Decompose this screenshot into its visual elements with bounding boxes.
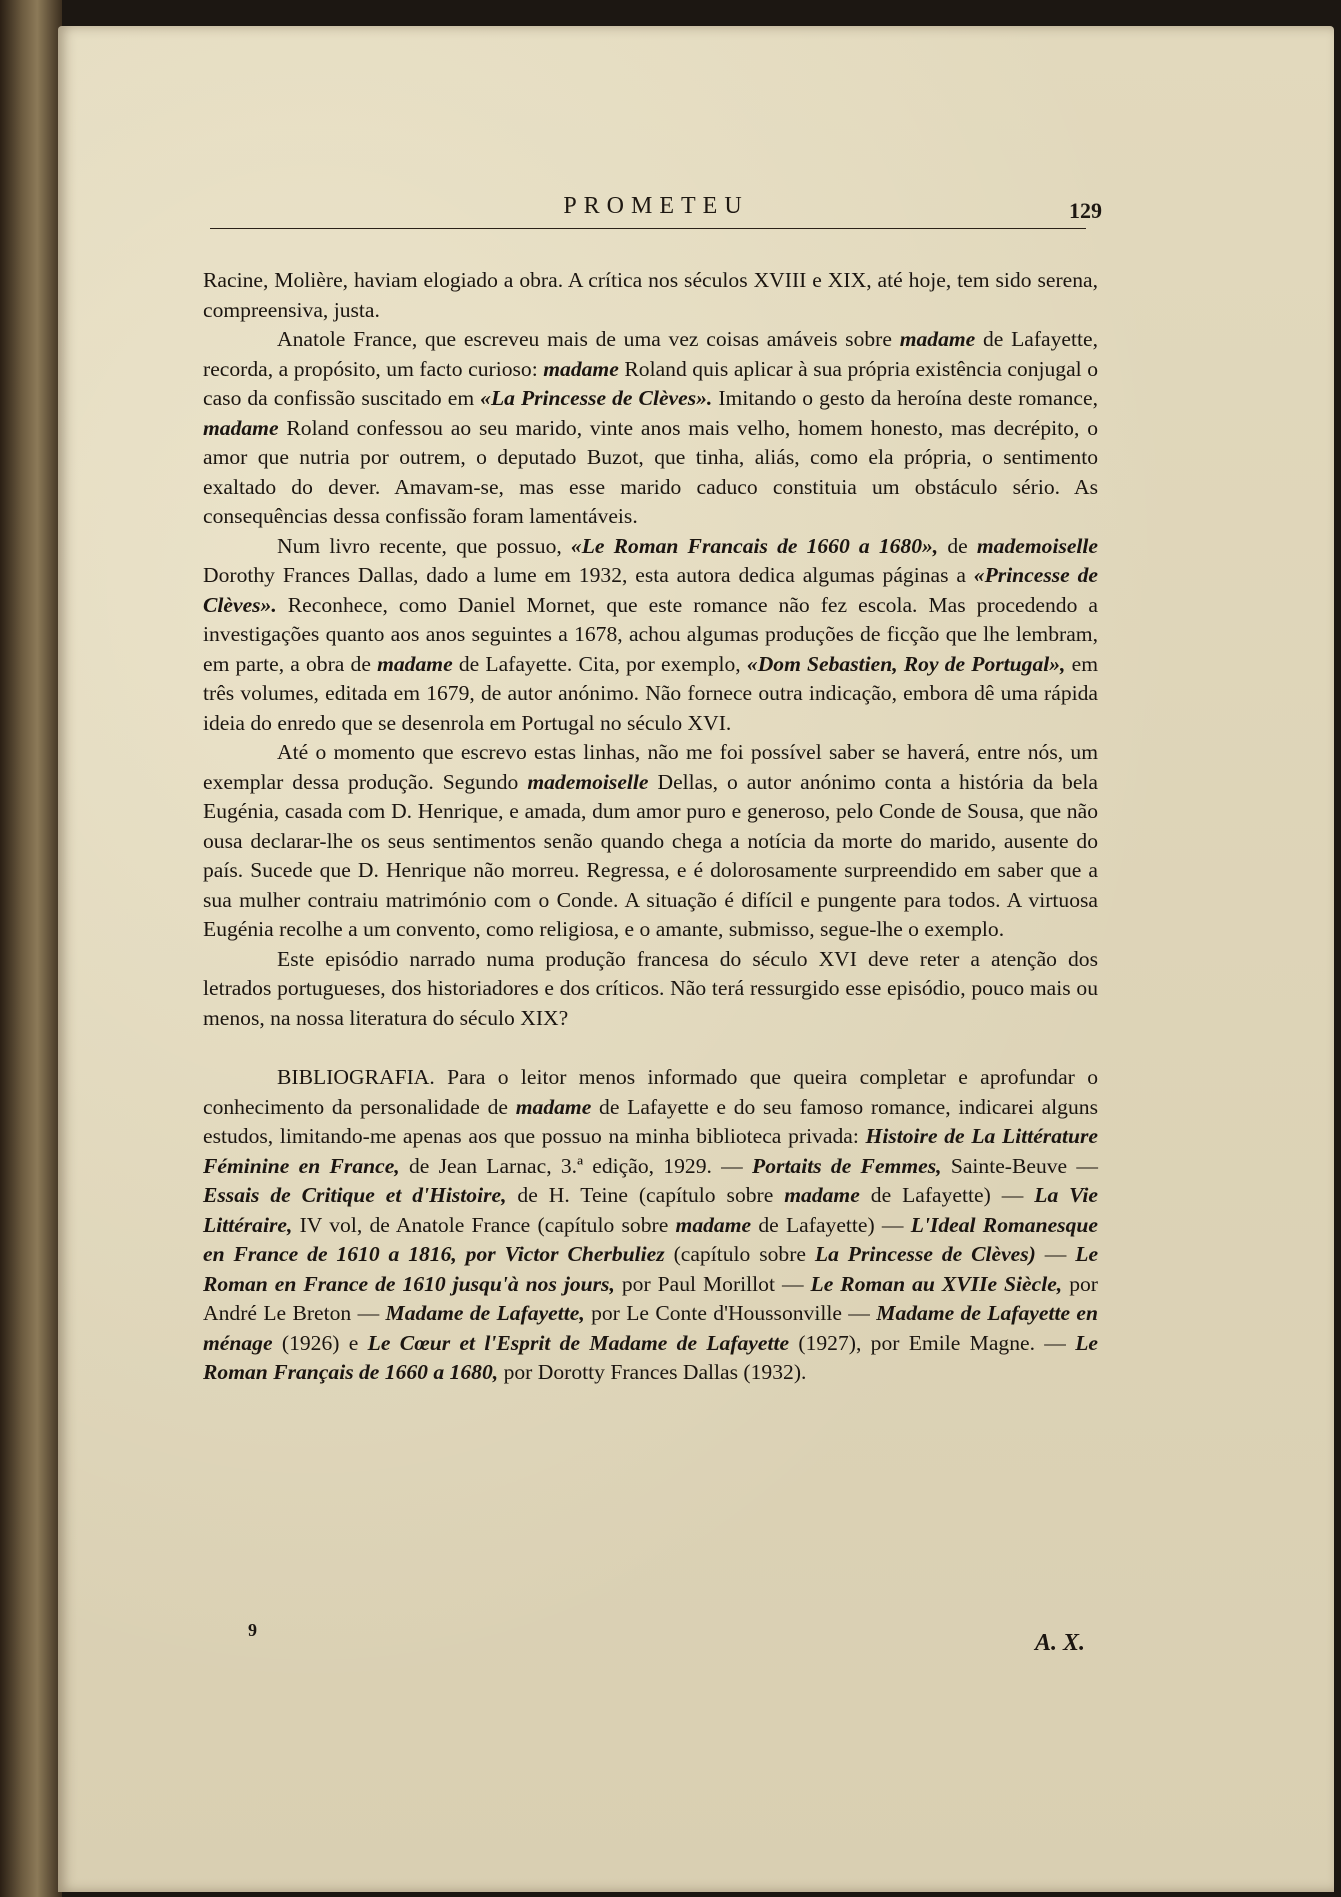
text-run: Sainte-Beuve — bbox=[950, 1153, 1099, 1178]
author-initials: A. X. bbox=[1034, 1630, 1085, 1656]
text-run: de Jean Larnac, 3.ª edição, 1929. — bbox=[408, 1153, 743, 1178]
signature-number: 9 bbox=[248, 1620, 257, 1640]
book-title: La Vie Littéraire, bbox=[203, 1183, 1098, 1237]
text-run: por Paul Morillot — bbox=[621, 1271, 804, 1296]
book-title: Madame de Lafayette en ménage bbox=[203, 1301, 1098, 1355]
page-number: 129 bbox=[1069, 198, 1102, 223]
page-footer bbox=[203, 1620, 1095, 1660]
paragraph-2 bbox=[203, 325, 1098, 532]
book-title: Histoire de La Littérature Féminine en France, bbox=[203, 1124, 1098, 1178]
text-run: de Lafayette, recorda, a propósito, um facto curioso: bbox=[203, 327, 1098, 381]
page-header bbox=[210, 193, 1102, 233]
text-run: Imitando o gesto da heroína deste romance, bbox=[718, 386, 1099, 410]
italic-run: madame bbox=[675, 1212, 752, 1237]
text-run: — bbox=[1044, 1242, 1067, 1266]
text-run: de Lafayette) — bbox=[758, 1212, 904, 1237]
text-run: Roland confessou ao seu marido, vinte anos mais velho, homem honesto, mas decrépito, o amor que nutria por outrem, o deputado Buzot, que tinha, aliás, como ela própria, o sentimento exaltado do dever. Amavam-se, mas esse marido caduco constituia um obstáculo sério. As consequências dessa confissão foram lamentáveis. bbox=[203, 415, 1098, 528]
italic-run: madame bbox=[203, 415, 279, 440]
text-run: (capítulo sobre bbox=[673, 1242, 806, 1266]
book-title: Le Roman en France de 1610 jusqu'à nos jours, bbox=[203, 1242, 1099, 1296]
text-run: Reconhece, como Daniel Mornet, que este romance não fez escola. Mas procedendo a investigações quanto aos anos seguintes a 1678, achou algumas produções de ficção que lhe lembram, em parte, a obra de bbox=[203, 592, 1098, 676]
italic-run: madame bbox=[543, 356, 619, 381]
text-run: de Lafayette) — bbox=[870, 1183, 1024, 1207]
book-title: La Princesse de Clèves) bbox=[814, 1242, 1036, 1266]
text-run: Dorothy Frances Dallas, dado a lume em 1932, esta autora dedica algumas páginas a bbox=[203, 563, 966, 587]
text-run: em três volumes, editada em 1679, de autor anónimo. Não fornece outra indicação, embora dê uma rápida ideia do enredo que se desenrola em Portugal no século XVI. bbox=[203, 651, 1099, 735]
text-run: por Dorotty Frances Dallas (1932). bbox=[503, 1360, 807, 1384]
italic-run: madame bbox=[784, 1183, 860, 1207]
article-body bbox=[203, 266, 1098, 1388]
italic-run: «Princesse de Clèves». bbox=[203, 563, 1098, 617]
text-run: por André Le Breton — bbox=[203, 1271, 1098, 1325]
text-run: Roland quis aplicar à sua própria existência conjugal o caso da confissão suscitado em bbox=[203, 356, 1099, 410]
book-title: Le Roman au XVIIe Siècle, bbox=[810, 1271, 1063, 1296]
text-run: Num livro recente, que possuo, bbox=[277, 533, 562, 558]
header-rule bbox=[210, 228, 1086, 229]
italic-run: madame bbox=[515, 1094, 592, 1119]
text-run: por Le Conte d'Houssonville — bbox=[591, 1301, 870, 1325]
book-binding bbox=[0, 0, 62, 1897]
book-title: Le Cœur et l'Esprit de Madame de Lafayette bbox=[367, 1330, 790, 1355]
text-run: de H. Teine (capítulo sobre bbox=[517, 1183, 774, 1207]
italic-run: «La Princesse de Clèves». bbox=[480, 386, 713, 410]
italic-run: madame bbox=[377, 651, 453, 676]
paragraph-4 bbox=[203, 738, 1098, 945]
italic-run: «Dom Sebastien, Roy de Portugal», bbox=[746, 651, 1066, 676]
book-title: Madame de Lafayette, bbox=[385, 1301, 585, 1325]
paragraph-3 bbox=[203, 532, 1098, 739]
book-title: Le Roman Français de 1660 a 1680, bbox=[203, 1330, 1098, 1384]
book-title: Essais de Critique et d'Histoire, bbox=[203, 1183, 507, 1207]
text-run: Dellas, o autor anónimo conta a história da bela Eugénia, casada com D. Henrique, e amada, dum amor puro e generoso, pelo Conde de Sousa, que não ousa declarar-lhe os seus sentimentos senão quando chega a notícia da morte do marido, ausente do país. Sucede que D. Henrique não morreu. Regressa, e é dolorosamente surpreendido em saber que a sua mulher contraiu matrimónio com o Conde. A situação é difícil e pungente para todos. A virtuosa Eugénia recolhe a um convento, como religiosa, e o amante, submisso, segue-lhe o exemplo. bbox=[203, 769, 1099, 941]
bibliography-heading: BIBLIOGRAFIA. bbox=[277, 1065, 435, 1089]
book-title: L'Ideal Romanesque en France de 1610 a 1816, por Victor Cherbuliez bbox=[203, 1212, 1098, 1266]
text-run: IV vol, de Anatole France (capítulo sobre bbox=[299, 1212, 669, 1237]
text-run: (1926) e bbox=[281, 1330, 359, 1355]
text-run: Até o momento que escrevo estas linhas, não me foi possível saber se haverá, entre nós, um exemplar dessa produção. Segundo bbox=[203, 740, 1098, 794]
text-run: de Lafayette e do seu famoso romance, indicarei alguns estudos, limitando-me apenas aos que possuo na minha biblioteca privada: bbox=[203, 1094, 1098, 1148]
text-run: Para o leitor menos informado que queira completar e aprofundar o conhecimento da personalidade de bbox=[203, 1065, 1098, 1119]
text-run: Anatole France, que escreveu mais de uma vez coisas amáveis sobre bbox=[277, 327, 892, 351]
book-title: Portaits de Femmes, bbox=[752, 1153, 942, 1178]
italic-run: «Le Roman Francais de 1660 a 1680», bbox=[570, 533, 939, 558]
bibliography bbox=[203, 1063, 1098, 1388]
text-run: (1927), por Emile Magne. — bbox=[798, 1330, 1066, 1355]
italic-run: madame bbox=[899, 327, 976, 351]
paragraph-5: Este episódio narrado numa produção francesa do século XVI deve reter a atenção dos letrados portugueses, dos historiadores e dos críticos. Não terá ressurgido esse episódio, pouco mais ou menos, na nossa literatura do século XIX? bbox=[203, 946, 1098, 1030]
running-title: PROMETEU bbox=[563, 193, 749, 219]
italic-run: mademoiselle bbox=[976, 533, 1099, 558]
text-run: de bbox=[947, 533, 968, 558]
text-run: de Lafayette. Cita, por exemplo, bbox=[458, 651, 741, 676]
paragraph-1: Racine, Molière, haviam elogiado a obra. A crítica nos séculos XVIII e XIX, até hoje, tem sido serena, compreensiva, justa. bbox=[203, 268, 1098, 322]
italic-run: mademoiselle bbox=[527, 769, 649, 794]
